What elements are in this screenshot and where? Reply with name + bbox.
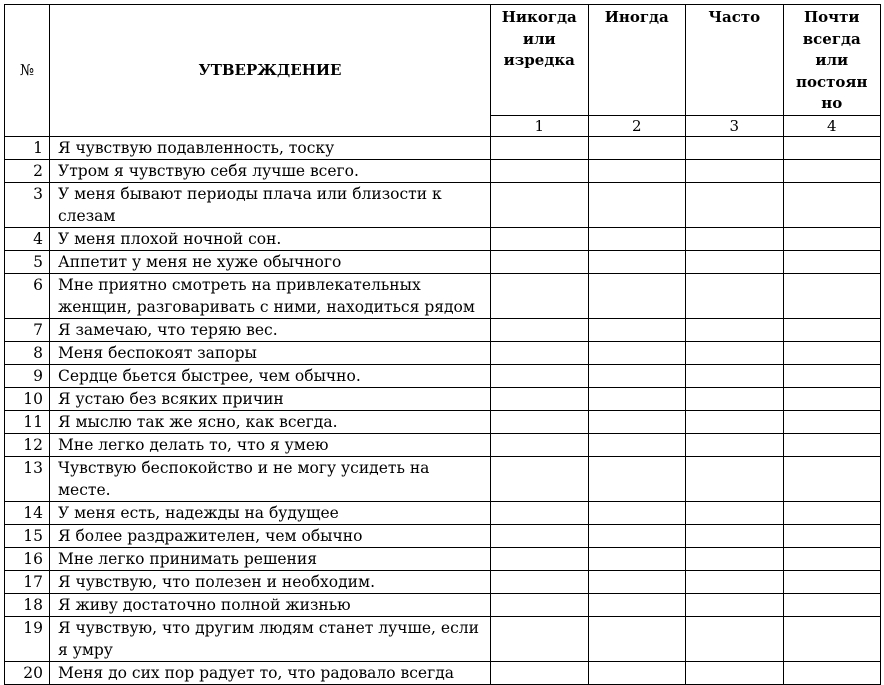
answer-cell-option-3[interactable]	[686, 250, 784, 273]
answer-cell-option-3[interactable]	[686, 570, 784, 593]
answer-cell-option-1[interactable]	[491, 159, 589, 182]
answer-cell-option-1[interactable]	[491, 136, 589, 159]
answer-cell-option-3[interactable]	[686, 616, 784, 661]
answer-cell-option-2[interactable]	[588, 547, 686, 570]
answer-cell-option-1[interactable]	[491, 501, 589, 524]
option-value-4: 4	[783, 115, 881, 136]
answer-cell-option-2[interactable]	[588, 387, 686, 410]
answer-cell-option-2[interactable]	[588, 433, 686, 456]
answer-cell-option-1[interactable]	[491, 616, 589, 661]
answer-cell-option-3[interactable]	[686, 433, 784, 456]
answer-cell-option-2[interactable]	[588, 159, 686, 182]
table-row	[5, 364, 881, 387]
option-header-sometimes	[588, 5, 686, 116]
answer-cell-option-2[interactable]	[588, 364, 686, 387]
row-number: 3	[5, 182, 50, 227]
table-row	[5, 661, 881, 684]
answer-cell-option-1[interactable]	[491, 182, 589, 227]
answer-cell-option-2[interactable]	[588, 593, 686, 616]
answer-cell-option-3[interactable]	[686, 364, 784, 387]
table-row	[5, 410, 881, 433]
answer-cell-option-4[interactable]	[783, 433, 881, 456]
answer-cell-option-3[interactable]	[686, 341, 784, 364]
answer-cell-option-1[interactable]	[491, 593, 589, 616]
answer-cell-option-4[interactable]	[783, 387, 881, 410]
number-column-header: №	[5, 5, 50, 137]
row-statement: Утром я чувствую себя лучше всего.	[50, 159, 491, 182]
row-statement: У меня бывают периоды плача или близости к слезам	[50, 182, 491, 227]
row-statement: Чувствую беспокойство и не могу усидеть на месте.	[50, 456, 491, 501]
option-header-label: Иногда	[604, 8, 669, 26]
table-row	[5, 341, 881, 364]
answer-cell-option-2[interactable]	[588, 456, 686, 501]
answer-cell-option-2[interactable]	[588, 250, 686, 273]
table-row	[5, 570, 881, 593]
row-number: 9	[5, 364, 50, 387]
answer-cell-option-1[interactable]	[491, 524, 589, 547]
answer-cell-option-4[interactable]	[783, 524, 881, 547]
answer-cell-option-2[interactable]	[588, 661, 686, 684]
row-statement: Я чувствую, что полезен и необходим.	[50, 570, 491, 593]
answer-cell-option-2[interactable]	[588, 616, 686, 661]
answer-cell-option-2[interactable]	[588, 524, 686, 547]
table-row	[5, 593, 881, 616]
statement-column-header: УТВЕРЖДЕНИЕ	[50, 5, 491, 137]
answer-cell-option-2[interactable]	[588, 341, 686, 364]
table-row	[5, 433, 881, 456]
answer-cell-option-3[interactable]	[686, 501, 784, 524]
answer-cell-option-4[interactable]	[783, 318, 881, 341]
option-header-label: Часто	[708, 8, 761, 26]
answer-cell-option-3[interactable]	[686, 136, 784, 159]
row-number: 8	[5, 341, 50, 364]
row-number: 16	[5, 547, 50, 570]
row-statement: Я мыслю так же ясно, как всегда.	[50, 410, 491, 433]
row-number: 2	[5, 159, 50, 182]
option-header-always	[783, 5, 881, 116]
answer-cell-option-1[interactable]	[491, 661, 589, 684]
answer-cell-option-1[interactable]	[491, 433, 589, 456]
row-statement: Меня до сих пор радует то, что радовало всегда	[50, 661, 491, 684]
answer-cell-option-4[interactable]	[783, 273, 881, 318]
table-row	[5, 273, 881, 318]
row-number: 13	[5, 456, 50, 501]
row-number: 17	[5, 570, 50, 593]
table-row	[5, 501, 881, 524]
row-statement: Я устаю без всяких причин	[50, 387, 491, 410]
answer-cell-option-2[interactable]	[588, 273, 686, 318]
row-number: 18	[5, 593, 50, 616]
table-row	[5, 524, 881, 547]
table-row	[5, 616, 881, 661]
answer-cell-option-2[interactable]	[588, 227, 686, 250]
answer-cell-option-1[interactable]	[491, 387, 589, 410]
option-header-never	[491, 5, 589, 116]
row-statement: У меня плохой ночной сон.	[50, 227, 491, 250]
answer-cell-option-4[interactable]	[783, 661, 881, 684]
answer-cell-option-3[interactable]	[686, 318, 784, 341]
table-row	[5, 547, 881, 570]
row-number: 10	[5, 387, 50, 410]
answer-cell-option-4[interactable]	[783, 616, 881, 661]
answer-cell-option-2[interactable]	[588, 501, 686, 524]
row-statement: Мне приятно смотреть на привлекательных женщин, разговаривать с ними, находиться рядом	[50, 273, 491, 318]
answer-cell-option-4[interactable]	[783, 364, 881, 387]
answer-cell-option-2[interactable]	[588, 410, 686, 433]
answer-cell-option-4[interactable]	[783, 182, 881, 227]
answer-cell-option-2[interactable]	[588, 570, 686, 593]
option-value-1: 1	[491, 115, 589, 136]
table-row	[5, 182, 881, 227]
answer-cell-option-4[interactable]	[783, 547, 881, 570]
answer-cell-option-4[interactable]	[783, 250, 881, 273]
answer-cell-option-2[interactable]	[588, 136, 686, 159]
answer-cell-option-2[interactable]	[588, 318, 686, 341]
answer-cell-option-1[interactable]	[491, 410, 589, 433]
answer-cell-option-1[interactable]	[491, 273, 589, 318]
answer-cell-option-4[interactable]	[783, 570, 881, 593]
answer-cell-option-3[interactable]	[686, 593, 784, 616]
answer-cell-option-4[interactable]	[783, 227, 881, 250]
answer-cell-option-1[interactable]	[491, 456, 589, 501]
row-number: 19	[5, 616, 50, 661]
row-statement: Я замечаю, что теряю вес.	[50, 318, 491, 341]
option-header-often	[686, 5, 784, 116]
table-row	[5, 136, 881, 159]
answer-cell-option-4[interactable]	[783, 136, 881, 159]
row-number: 7	[5, 318, 50, 341]
answer-cell-option-3[interactable]	[686, 387, 784, 410]
row-statement: Я более раздражителен, чем обычно	[50, 524, 491, 547]
answer-cell-option-1[interactable]	[491, 227, 589, 250]
answer-cell-option-1[interactable]	[491, 547, 589, 570]
answer-cell-option-3[interactable]	[686, 456, 784, 501]
row-number: 1	[5, 136, 50, 159]
answer-cell-option-3[interactable]	[686, 273, 784, 318]
table-row	[5, 159, 881, 182]
answer-cell-option-4[interactable]	[783, 410, 881, 433]
answer-cell-option-3[interactable]	[686, 159, 784, 182]
row-statement: Меня беспокоят запоры	[50, 341, 491, 364]
statements-body	[5, 136, 881, 684]
row-number: 4	[5, 227, 50, 250]
answer-cell-option-1[interactable]	[491, 250, 589, 273]
table-row	[5, 250, 881, 273]
answer-cell-option-1[interactable]	[491, 364, 589, 387]
row-statement: Мне легко делать то, что я умею	[50, 433, 491, 456]
row-statement: Я чувствую подавленность, тоску	[50, 136, 491, 159]
answer-cell-option-3[interactable]	[686, 227, 784, 250]
option-value-3: 3	[686, 115, 784, 136]
option-header-label: Почти всегда или постоян но	[796, 8, 868, 112]
row-number: 12	[5, 433, 50, 456]
row-statement: Я чувствую, что другим людям станет лучше, если я умру	[50, 616, 491, 661]
row-statement: Мне легко принимать решения	[50, 547, 491, 570]
row-statement: Сердце бьется быстрее, чем обычно.	[50, 364, 491, 387]
row-number: 11	[5, 410, 50, 433]
answer-cell-option-3[interactable]	[686, 182, 784, 227]
answer-cell-option-4[interactable]	[783, 456, 881, 501]
option-header-label: Никогда или изредка	[501, 8, 577, 69]
table-row	[5, 387, 881, 410]
table-row	[5, 318, 881, 341]
answer-cell-option-1[interactable]	[491, 570, 589, 593]
answer-cell-option-4[interactable]	[783, 341, 881, 364]
row-number: 15	[5, 524, 50, 547]
row-statement: Я живу достаточно полной жизнью	[50, 593, 491, 616]
answer-cell-option-4[interactable]	[783, 159, 881, 182]
answer-cell-option-3[interactable]	[686, 661, 784, 684]
row-statement: Аппетит у меня не хуже обычного	[50, 250, 491, 273]
answer-cell-option-1[interactable]	[491, 341, 589, 364]
answer-cell-option-3[interactable]	[686, 410, 784, 433]
answer-cell-option-2[interactable]	[588, 182, 686, 227]
answer-cell-option-4[interactable]	[783, 501, 881, 524]
answer-cell-option-3[interactable]	[686, 524, 784, 547]
table-row	[5, 227, 881, 250]
table-row	[5, 456, 881, 501]
answer-cell-option-3[interactable]	[686, 547, 784, 570]
row-statement: У меня есть, надежды на будущее	[50, 501, 491, 524]
row-number: 5	[5, 250, 50, 273]
header-row	[5, 5, 881, 116]
row-number: 6	[5, 273, 50, 318]
option-value-2: 2	[588, 115, 686, 136]
answer-cell-option-1[interactable]	[491, 318, 589, 341]
answer-cell-option-4[interactable]	[783, 593, 881, 616]
row-number: 14	[5, 501, 50, 524]
row-number: 20	[5, 661, 50, 684]
questionnaire-table	[4, 4, 881, 685]
